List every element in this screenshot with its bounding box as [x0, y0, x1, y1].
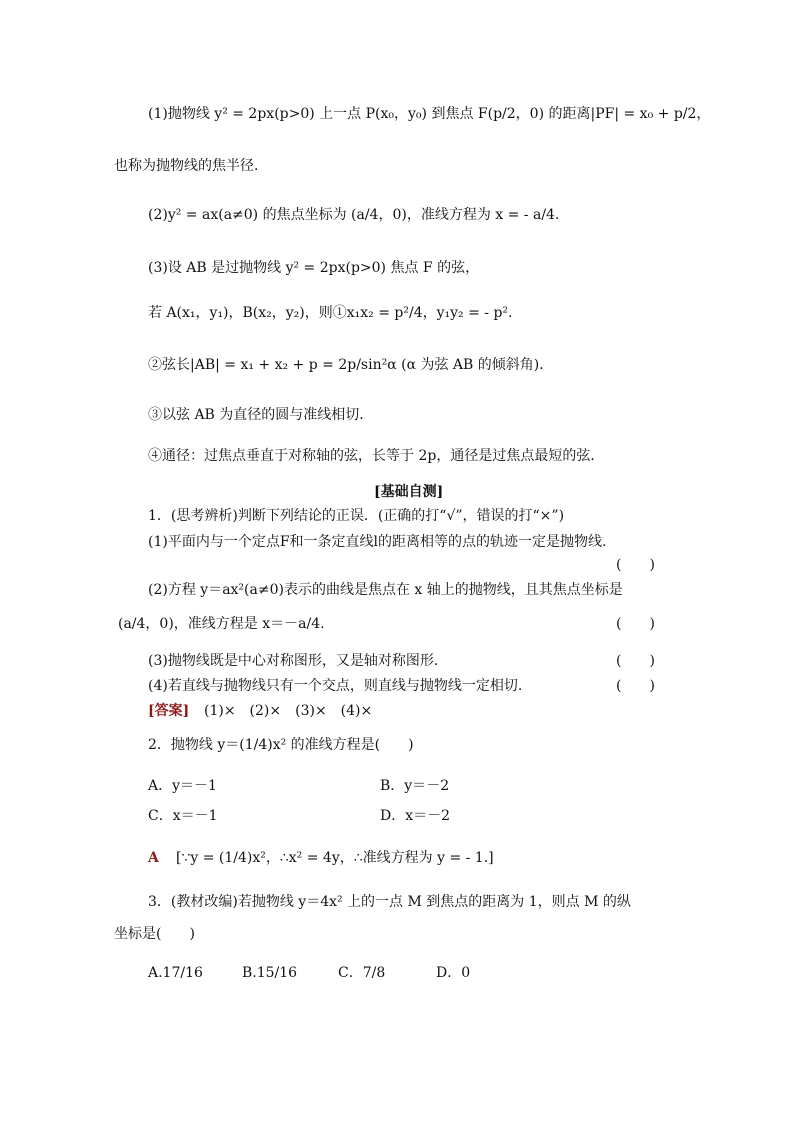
q1-answer-label: [答案]	[148, 703, 190, 719]
q1-statement-1: (1)平面内与一个定点F和一条定直线l的距离相等的点的轨迹一定是抛物线.	[148, 534, 607, 550]
q3-stem-2: 坐标是( )	[114, 926, 195, 942]
q2-option-d: D．x＝－2	[380, 808, 451, 824]
q1-paren-1: ( )	[616, 557, 655, 573]
fact-1: (1)抛物线 y² = 2px(p>0) 上一点 P(x₀，y₀) 到焦点 F(p/2，0) 的距离|PF| = x₀ + p/2，	[148, 106, 711, 122]
q2-stem: 2．抛物线 y＝(1/4)x² 的准线方程是( )	[148, 737, 414, 753]
section-title: [基础自测]	[374, 484, 444, 500]
fact-4: (3)设 AB 是过抛物线 y² = 2px(p>0) 焦点 F 的弦，	[148, 260, 480, 276]
q2-answer-letter: A	[148, 850, 159, 866]
q3-stem-1: 3．(教材改编)若抛物线 y＝4x² 上的一点 M 到焦点的距离为 1，则点 M 的纵	[148, 894, 631, 910]
fact-3: (2)y² = ax(a≠0) 的焦点坐标为 (a/4，0)，准线方程为 x = - a/4.	[148, 207, 560, 223]
q2-option-c: C．x＝－1	[148, 808, 218, 824]
q1-statement-3: (3)抛物线既是中心对称图形，又是轴对称图形.	[148, 653, 439, 669]
q3-option-c: C．7/8	[338, 965, 386, 981]
q1-stem: 1．(思考辨析)判断下列结论的正误．(正确的打“√”，错误的打“×”)	[148, 508, 565, 524]
q2-explanation: [∵y = (1/4)x²，∴x² = 4y，∴准线方程为 y = - 1.]	[176, 850, 494, 866]
q1-answer: (1)× (2)× (3)× (4)×	[204, 703, 373, 719]
fact-8: ④通径：过焦点垂直于对称轴的弦，长等于 2p，通径是过焦点最短的弦．	[148, 448, 605, 464]
fact-2: 也称为抛物线的焦半径．	[114, 158, 268, 174]
fact-7: ③以弦 AB 为直径的圆与准线相切．	[148, 407, 374, 423]
q1-statement-4: (4)若直线与抛物线只有一个交点，则直线与抛物线一定相切.	[148, 678, 523, 694]
q1-paren-2: ( )	[616, 616, 655, 632]
q3-option-d: D．0	[436, 965, 471, 981]
q2-option-b: B．y＝－2	[380, 778, 450, 794]
q1-statement-2b: (a/4，0)，准线方程是 x＝－a/4.	[118, 616, 325, 632]
q1-paren-4: ( )	[616, 678, 655, 694]
fact-6: ②弦长|AB| = x₁ + x₂ + p = 2p/sin²α (α 为弦 AB 的倾斜角)．	[148, 357, 554, 373]
fact-5: 若 A(x₁，y₁)，B(x₂，y₂)，则①x₁x₂ = p²/4，y₁y₂ = - p².	[148, 305, 513, 321]
q3-option-b: B.15/16	[242, 965, 298, 981]
q1-statement-2a: (2)方程 y＝ax²(a≠0)表示的曲线是焦点在 x 轴上的抛物线，且其焦点坐标是	[148, 582, 623, 598]
q1-paren-3: ( )	[616, 653, 655, 669]
q3-option-a: A.17/16	[148, 965, 203, 981]
q2-option-a: A．y＝－1	[148, 778, 217, 794]
